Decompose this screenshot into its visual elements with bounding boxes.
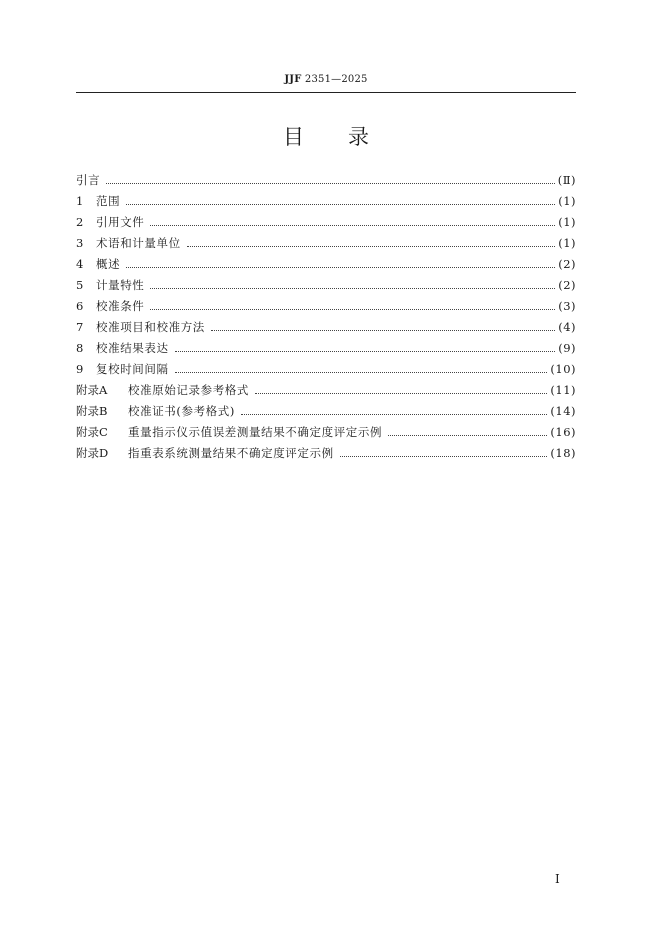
toc-entry-label: 校准证书(参考格式) — [128, 404, 235, 418]
toc-entry-number: 1 — [76, 194, 84, 208]
toc-entry-label: 范围 — [96, 194, 121, 208]
standard-number: 2351—2025 — [304, 74, 368, 85]
toc-entry-8[interactable] — [76, 334, 576, 355]
toc-entry-7[interactable] — [76, 313, 576, 334]
toc-entry-1[interactable] — [76, 187, 576, 208]
toc-entry-number: 附录C — [76, 425, 108, 439]
toc-entry-page: (3) — [558, 299, 576, 313]
toc-entry-page: (Ⅱ) — [557, 173, 576, 187]
toc-entry-intro[interactable] — [76, 166, 576, 187]
toc-entry-page: (1) — [558, 236, 576, 250]
toc-leader-dots — [126, 267, 555, 268]
toc-entry-page: (9) — [558, 341, 576, 355]
toc-entry-label: 校准项目和校准方法 — [96, 320, 205, 334]
toc-entry-page: (18) — [550, 446, 576, 460]
toc-entry-appendix-c[interactable] — [76, 418, 576, 439]
toc-entry-label: 校准原始记录参考格式 — [128, 383, 249, 397]
page-header — [76, 74, 576, 85]
toc-entry-page: (16) — [550, 425, 576, 439]
toc-entry-label: 引言 — [76, 173, 101, 187]
table-of-contents — [76, 166, 576, 460]
toc-entry-label: 校准条件 — [96, 299, 145, 313]
toc-entry-label: 复校时间间隔 — [96, 362, 169, 376]
toc-leader-dots — [150, 225, 555, 226]
standard-code: JJF — [284, 74, 302, 85]
toc-entry-label: 引用文件 — [96, 215, 145, 229]
toc-entry-label: 校准结果表达 — [96, 341, 169, 355]
toc-entry-label: 概述 — [96, 257, 121, 271]
toc-entry-number: 附录D — [76, 446, 109, 460]
toc-entry-number: 9 — [76, 362, 84, 376]
toc-entry-6[interactable] — [76, 292, 576, 313]
toc-entry-5[interactable] — [76, 271, 576, 292]
toc-leader-dots — [241, 414, 547, 415]
toc-entry-number: 附录A — [76, 383, 108, 397]
toc-entry-label: 术语和计量单位 — [96, 236, 181, 250]
toc-entry-number: 7 — [76, 320, 84, 334]
toc-entry-page: (14) — [550, 404, 576, 418]
toc-entry-number: 5 — [76, 278, 84, 292]
toc-leader-dots — [175, 372, 548, 373]
toc-leader-dots — [150, 309, 555, 310]
toc-entry-label: 指重表系统测量结果不确定度评定示例 — [128, 446, 334, 460]
toc-leader-dots — [255, 393, 547, 394]
toc-entry-appendix-d[interactable] — [76, 439, 576, 460]
toc-leader-dots — [340, 456, 548, 457]
toc-entry-2[interactable] — [76, 208, 576, 229]
toc-entry-number: 3 — [76, 236, 84, 250]
toc-leader-dots — [106, 183, 555, 184]
toc-entry-page: (2) — [558, 278, 576, 292]
toc-entry-page: (1) — [558, 194, 576, 208]
toc-entry-number: 2 — [76, 215, 84, 229]
toc-entry-page: (11) — [550, 383, 576, 397]
toc-leader-dots — [187, 246, 556, 247]
toc-entry-number: 8 — [76, 341, 84, 355]
toc-leader-dots — [126, 204, 555, 205]
page-number: Ⅰ — [555, 872, 560, 886]
toc-entry-page: (4) — [558, 320, 576, 334]
toc-entry-appendix-a[interactable] — [76, 376, 576, 397]
toc-entry-4[interactable] — [76, 250, 576, 271]
header-rule — [76, 92, 576, 93]
toc-entry-page: (1) — [558, 215, 576, 229]
toc-entry-page: (2) — [558, 257, 576, 271]
toc-entry-number: 6 — [76, 299, 84, 313]
toc-entry-3[interactable] — [76, 229, 576, 250]
toc-entry-appendix-b[interactable] — [76, 397, 576, 418]
toc-entry-label: 重量指示仪示值误差测量结果不确定度评定示例 — [128, 425, 383, 439]
toc-leader-dots — [211, 330, 555, 331]
toc-entry-label: 计量特性 — [96, 278, 145, 292]
page-title: 目录 — [283, 125, 413, 149]
toc-entry-number: 附录B — [76, 404, 108, 418]
toc-leader-dots — [175, 351, 556, 352]
toc-entry-page: (10) — [550, 362, 576, 376]
toc-entry-number: 4 — [76, 257, 84, 271]
toc-leader-dots — [388, 435, 547, 436]
toc-entry-9[interactable] — [76, 355, 576, 376]
toc-leader-dots — [150, 288, 555, 289]
